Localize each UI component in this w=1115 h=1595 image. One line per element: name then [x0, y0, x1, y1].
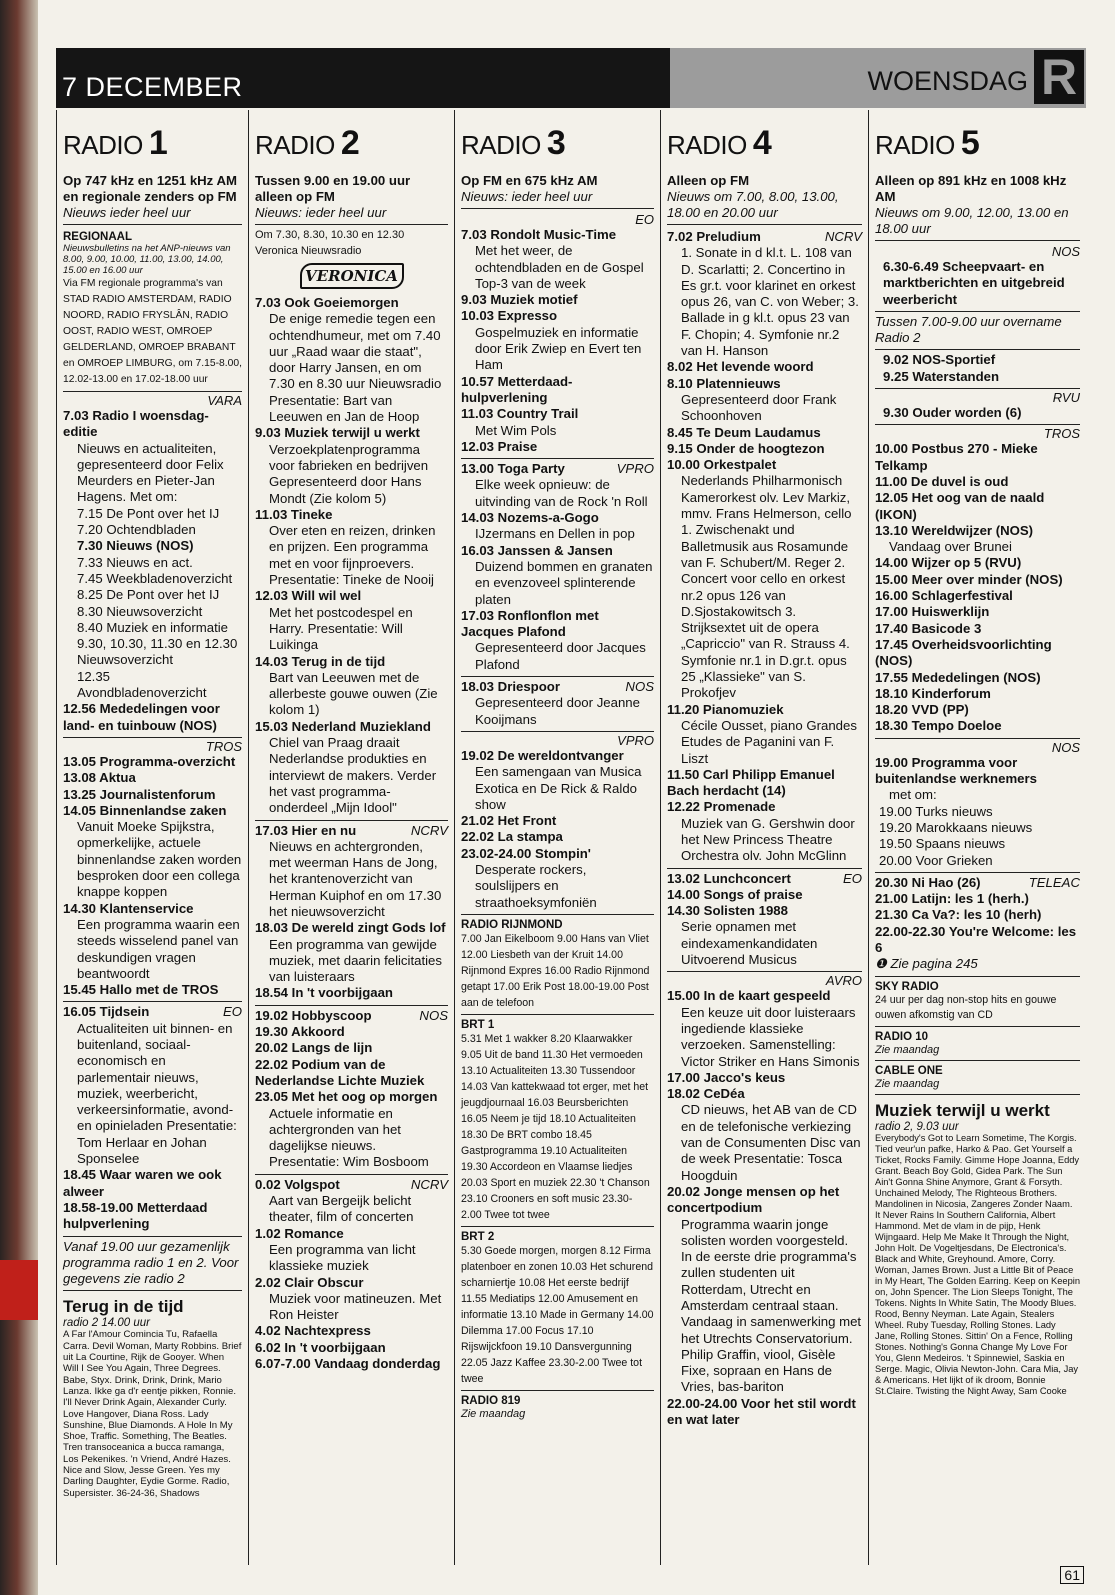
broadcaster-label: NOS — [1051, 244, 1080, 259]
program-entry: 18.03 Driespoor NOS Gepresenteerd door Jeanne Kooijmans — [461, 679, 654, 727]
station-schedule: 5.31 Met 1 wakker 8.20 Klaarwakker 9.05 Uit de band 11.30 Het vermoeden 13.10 Actualiteiten 13.30 Tussendoor 14.03 Van kattekwaad tot erger, met het jeugdjournaal 16.03 Beursberichten 16.05 Neem je tijd 18.10 Actualiteiten 18.30 De BRT combo 18.45 Gastprogramma 19.10 Actualiteiten 19.30 Accordeon en Vlaamse liedjes 20.03 Sport en muziek 22.30 't Chanson 23.10 Crooners en soft music 23.30- 2.00 Twee tot twee — [461, 1032, 650, 1221]
broadcaster-label: NOS — [1051, 739, 1080, 755]
news-info: Nieuws: ieder heel uur — [255, 205, 448, 225]
program-entry: 17.00 Jacco's keus — [667, 1069, 786, 1085]
date-label: 7 DECEMBER — [62, 72, 243, 102]
program-entry: 17.55 Mededelingen (NOS) — [875, 669, 1041, 685]
sub-item: 7.20 Ochtendbladen — [77, 522, 196, 538]
sub-item: 9.30, 10.30, 11.30 en 12.30 Nieuwsoverzicht — [77, 636, 238, 668]
station-heading: BRT 2 — [461, 1230, 495, 1243]
adjacent-page-edge — [0, 0, 38, 1595]
station-heading: RADIO 819 — [461, 1394, 521, 1407]
program-entry: 13.25 Journalistenforum — [63, 786, 216, 802]
program-entry: 23.05 Met het oog op morgen Actuele informatie en achtergronden van het dagelijkse nieuws. Presentatie: Wim Bosboom — [255, 1089, 438, 1170]
program-entry: 2.02 Clair Obscur Muziek voor matineuzen. Met Ron Heister — [255, 1274, 442, 1323]
sub-item: 19.50 Spaans nieuws — [879, 836, 1006, 852]
sub-item: 8.40 Muziek en informatie — [77, 619, 228, 635]
program-entry: 20.30 Ni Hao (26) TELEAC — [875, 874, 1080, 890]
broadcaster-label: VARA — [207, 393, 242, 408]
program-entry: 17.40 Basicode 3 — [875, 620, 982, 636]
program-entry: 11.20 Pianomuziek Cécile Ousset, piano Grandes Etudes de Paganini van F. Liszt — [667, 701, 857, 766]
column-title: RADIO 4 — [667, 124, 772, 162]
sub-item: 7.33 Nieuws en act. — [77, 554, 193, 570]
box-heading: Muziek terwijl u werkt — [875, 1100, 1050, 1120]
date-bar — [56, 48, 670, 108]
program-entry: 14.00 Songs of praise — [667, 886, 803, 902]
program-entry: 16.03 Janssen & Jansen Duizend bommen en granaten en evenzoveel splinterende platen — [461, 542, 653, 607]
program-entry: 19.30 Akkoord — [255, 1024, 345, 1040]
program-entry: 10.00 Orkestpalet Nederlands Philharmonisch Kamerorkest olv. Lev Markiz, mmv. Frans Helmerson, cello 1. Zwischenakt und Balletmusik aus Rosamunde van F. Schubert/M. Reger 2. Concert voor cello en orkest nr.2 opus 126 van D.Sjostakowitsch 3. Strijksextet uit de opera „Capriccio" van R. Strauss 4. Symfonie nr.1 in D.gr.t. opus 25 „Klassieke" van S. Prokofjev — [667, 457, 852, 701]
program-entry: 14.05 Binnenlandse zaken Vanuit Moeke Spijkstra, opmerkelijke, actuele binnenlandse zaken worden besproken door een collega knappe koppen — [63, 802, 242, 900]
program-entry: 18.30 Tempo Doeloe — [875, 718, 1002, 734]
broadcaster-label: TROS — [205, 738, 242, 754]
column-radio-2 — [248, 110, 454, 1565]
page-reference: ❶ Zie pagina 245 — [875, 956, 978, 972]
program-entry: 13.02 Lunchconcert EO — [667, 870, 862, 886]
program-entry: 18.02 CeDéa CD nieuws, het AB van de CD en de telefonische verkiezing van de Consumenten Disc van de week Presentatie: Tosca Hoogduin — [667, 1086, 861, 1183]
page-number: 61 — [1060, 1566, 1084, 1584]
program-entry: 13.05 Programma-overzicht — [63, 753, 236, 769]
box-subheading: radio 2 14.00 uur — [63, 1317, 150, 1330]
adjacent-page-red-strip — [0, 1260, 38, 1320]
box-heading: Terug in de tijd — [63, 1297, 184, 1317]
box-subheading: radio 2, 9.03 uur — [875, 1120, 959, 1133]
program-entry: 19.02 De wereldontvanger Een samengaan van Musica Exotica en De Rick & Raldo show — [461, 747, 642, 812]
note: Tussen 7.00-9.00 uur overname Radio 2 — [875, 313, 1062, 346]
program-entry: 10.00 Postbus 270 - Mieke Telkamp — [875, 441, 1038, 473]
note: Vanaf 19.00 uur gezamenlijk programma radio 1 en 2. Voor gegevens zie radio 2 — [63, 1238, 239, 1287]
program-entry: 6.07-7.00 Vandaag donderdag — [255, 1356, 441, 1371]
program-entry: 15.45 Hallo met de TROS — [63, 982, 219, 998]
program-entry: 10.57 Metterdaad-hulpverlening — [461, 373, 573, 405]
program-entry: 7.03 Radio I woensdag-editie Nieuws en actualiteiten, gepresenteerd door Felix Meurders en Pieter-Jan Hagens. Met om: — [63, 408, 224, 505]
station-schedule: Zie maandag — [875, 1043, 940, 1056]
program-entry: 12.03 Will wil wel Met het postcodespel en Harry. Presentatie: Will Luikinga — [255, 588, 413, 653]
sub-item: 8.25 De Pont over het IJ — [77, 587, 220, 603]
program-entry: 17.45 Overheidsvoorlichting (NOS) — [875, 636, 1052, 669]
program-entry: 8.10 Platennieuws Gepresenteerd door Frank Schoonhoven — [667, 375, 837, 424]
program-entry: 22.00-24.00 Voor het stil wordt en wat later — [667, 1395, 856, 1428]
program-entry: 21.30 Ca Va?: les 10 (herh) — [875, 907, 1042, 923]
program-entry: 19.02 Hobbyscoop NOS — [255, 1007, 448, 1023]
info-icon: ❶ — [875, 956, 891, 972]
broadcaster-label: VPRO — [617, 732, 654, 748]
day-bar — [670, 48, 1086, 108]
column-title: RADIO 1 — [63, 124, 168, 162]
program-entry: 20.02 Jonge mensen op het concertpodium Programma waarin jonge solisten worden voorgesteld. In de eerste drie programma's zullen studenten uit Rotterdam, Utrecht en Amsterdam centraal staan. Vandaag in samenwerking met het Utrechts Conservatorium. Philip Graffin, viool, Gisèle Fixe, sopraan en Hans de Vries, bas-bariton — [667, 1183, 862, 1395]
program-entry: 18.20 VVD (PP) — [875, 702, 969, 718]
station-schedule: 5.30 Goede morgen, morgen 8.12 Firma platenboer en zonen 10.03 Het schurend scharniertje 10.08 Het eerste bedrijf 11.55 Mediatips 12.00 Amusement en informatie 13.10 Made in Germany 14.00 Dilemma 17.00 Focus 17.10 Rijswijckfoon 19.10 Dansvergunning 22.05 Jazz Kaffee 23.30-2.00 Twee tot twee — [461, 1244, 654, 1385]
sub-item: 8.30 Nieuwsoverzicht — [77, 603, 203, 619]
broadcaster-label: EO — [635, 212, 654, 227]
program-entry: 13.08 Aktua — [63, 770, 136, 786]
regional-programs: Via FM regionale programma's van STAD RADIO AMSTERDAM, RADIO NOORD, RADIO FRYSLÂN, RADIO OOST, RADIO WEST, OMROEP GELDERLAND, OMROEP BRABANT en OMROEP LIMBURG, om 7.15-8.00, 12.02-13.00 en 17.02-18.00 uur — [63, 278, 242, 385]
program-entry: 22.00-22.30 You're Welcome: les 6 — [875, 923, 1077, 955]
program-entry: 9.30 Ouder worden (6) — [883, 405, 1022, 421]
frequency-info: Alleen op 891 kHz en 1008 kHz AM — [875, 173, 1067, 204]
sub-item: 19.20 Marokkaans nieuws — [879, 819, 1033, 835]
program-entry: 19.00 Programma voor buitenlandse werknemers met om: — [875, 754, 1037, 803]
program-entry: 13.10 Wereldwijzer (NOS) Vandaag over Brunei — [875, 522, 1034, 555]
program-entry: 21.02 Het Front — [461, 813, 557, 829]
broadcaster-label: AVRO — [825, 973, 862, 989]
program-entry: 9.25 Waterstanden — [883, 368, 1000, 384]
day-label: WOENSDAG — [867, 66, 1028, 96]
program-entry: 12.56 Mededelingen voor land- en tuinbouw (NOS) — [63, 701, 220, 733]
program-entry: 18.10 Kinderforum — [875, 685, 991, 701]
station-heading: RADIO RIJNMOND — [461, 918, 563, 931]
program-entry: 17.03 Hier en nu NCRV Nieuws en achtergronden, met weerman Hans de Jong, het krantenoverzicht van Herman Kuiphof en om 17.30 het nieuwsoverzicht — [255, 822, 448, 919]
column-radio-3 — [454, 110, 660, 1565]
program-entry: 23.02-24.00 Stompin' Desperate rockers, soulslijpers en straathoeksymfoniën — [461, 845, 597, 910]
veronica-logo: VERONICA — [300, 263, 404, 289]
program-entry: 14.30 Solisten 1988 Serie opnamen met eindexamenkandidaten Uitvoerend Musicus — [667, 903, 818, 968]
program-entry: 11.50 Carl Philipp Emanuel Bach herdacht (14) — [667, 766, 835, 799]
broadcaster-label: TROS — [1043, 426, 1080, 442]
program-entry: 16.05 Tijdsein EO Actualiteiten uit binnen- en buitenland, sociaal-economisch en parlementair nieuws, muziek, weerbericht, verkeersinformatie, avond- en opinieladen Presentatie: Tom Herlaar en Johan Sponselee — [63, 1004, 242, 1167]
program-entry: 13.00 Toga Party VPRO Elke week opnieuw: de uitvinding van de Rock 'n Roll — [461, 461, 654, 509]
column-radio-5 — [868, 110, 1086, 1565]
sub-item: 7.15 De Pont over het IJ — [77, 505, 220, 521]
program-entry: 14.03 Terug in de tijd Bart van Leeuwen met de allerbeste gouwe ouwen (Zie kolom 1) — [255, 653, 438, 718]
program-entry: 15.00 In de kaart gespeeld Een keuze uit door luisteraars ingediende klassieke verzoeken. Samenstelling: Victor Striker en Hans Simonis — [667, 988, 860, 1069]
station-schedule: Zie maandag — [875, 1077, 940, 1090]
sub-item: 12.35 Avondbladenoverzicht — [77, 668, 207, 701]
sub-item: 20.00 Voor Grieken — [879, 852, 993, 868]
program-entry: 8.45 Te Deum Laudamus — [667, 424, 821, 440]
frequency-info: Op 747 kHz en 1251 kHz AM en regionale zenders op FM — [63, 173, 237, 204]
program-entry: 7.03 Rondolt Music-Time Met het weer, de ochtendbladen en de Gospel Top-3 van de week — [461, 227, 644, 291]
frequency-info: Op FM en 675 kHz AM — [461, 173, 598, 188]
program-entry: 11.03 Country Trail Met Wim Pols — [461, 406, 579, 438]
program-entry: 9.02 NOS-Sportief — [883, 352, 996, 368]
program-entry: 21.00 Latijn: les 1 (herh.) — [875, 891, 1029, 907]
station-schedule: 7.00 Jan Eikelboom 9.00 Hans van Vliet 12.00 Liesbeth van der Kruit 14.00 Rijnmond Expres 16.00 Radio Rijnmond getapt 17.00 Erik Post 18.00-19.00 Post aan de telefoon — [461, 932, 650, 1009]
program-entry: 14.30 Klantenservice Een programma waarin een steeds wisselend panel van deskundigen vragen beantwoordt — [63, 900, 240, 981]
program-entry: 11.00 De duvel is oud — [875, 473, 1009, 489]
program-entry: 9.15 Onder de hoogtezon — [667, 440, 825, 456]
radio-columns — [56, 110, 1086, 1565]
page-header — [56, 48, 1086, 108]
program-entry: 7.02 Preludium NCRV 1. Sonate in d kl.t. L. 108 van D. Scarlatti; 2. Concertino in Es gr.t. voor klarinet en orkest opus 26, van C. von Weber; 3. Ballade in g kl.t. opus 23 van F. Chopin; 4. Symfonie nr.2 van H. Hanson — [667, 229, 862, 359]
column-title: RADIO 3 — [461, 124, 566, 162]
program-entry: 14.03 Nozems-a-Gogo IJzermans en Dellen in pop — [461, 510, 635, 542]
program-entry: 17.03 Ronflonflon met Jacques Plafond Gepresenteerd door Jacques Plafond — [461, 607, 646, 672]
program-entry: 9.03 Muziek motief — [461, 292, 578, 308]
program-entry: 7.03 Ook Goeiemorgen De enige remedie tegen een ochtendhumeur, met om 7.40 uur „Raad waar die staat", door Harry Jansen, en om 7.30 en 8.30 uur Nieuwsradio Presentatie: Bart van Leeuwen en Jan de Hoop — [255, 295, 442, 425]
station-heading: SKY RADIO — [875, 980, 939, 993]
station-heading: BRT 1 — [461, 1018, 495, 1031]
program-entry: 4.02 Nachtexpress — [255, 1323, 371, 1339]
frequency-info: Alleen op FM — [667, 173, 750, 188]
news-info: Nieuws ieder heel uur — [63, 205, 242, 225]
program-entry: 12.03 Praise — [461, 438, 538, 454]
station-schedule: 24 uur per dag non-stop hits en gouwe ouwen afkomstig van CD — [875, 993, 1057, 1021]
program-entry: 17.00 Huiswerklijn — [875, 604, 990, 620]
program-entry: 6.02 In 't voorbijgaan — [255, 1339, 386, 1355]
station-schedule: Zie maandag — [461, 1407, 526, 1420]
program-entry: 18.58-19.00 Metterdaad hulpverlening — [63, 1199, 208, 1232]
playlist-text: A Far l'Amour Comincia Tu, Rafaella Carra. Devil Woman, Marty Robbins. Brief uit La Courtine, Rijk de Gooyer. When Will I See You Again, Three Degrees. Babe, Styx. Drink, Drink, Drink, Mario Lanza. Ikke ga d'r eentje pikken, Ronnie. I'll Never Drink Again, Alexander Curly. Love Hangover, Diana Ross. Lady Sunshine, Blue Diamonds. A Hole In My Shoe, Traffic. Something, The Beatles. Tren transoceanica a bucca ramanga, Los Pekenikes. 'n Vriend, André Hazes. Nice and Slow, Jesse Green. Yes my Darling Daughter, Eydie Gorme. Radio, Supersister. 36-24-36, Shadows — [63, 1329, 242, 1499]
news-info: Nieuws om 9.00, 12.00, 13.00 en 18.00 uur — [875, 205, 1080, 241]
column-radio-4 — [660, 110, 868, 1565]
playlist-text: Everybody's Got to Learn Sometime, The Korgis. Tied veur'un pafke, Harko & Pao. Get Yourself a Ticket, Rocks Family. Gimme Hope Joanna, Eddy Grant. Beach Boy Gold, Gidea Park. The Sun Ain't Gonna Shine Anymore, Grant & Forsyth. Unchained Melody, The Righteous Brothers. Mandolinen in Nicosia, Zangeres Zonder Naam. It Never Rains In Southern California, Albert Hammond. Met de vlam in de pijp, Henk Wijngaard. Help Me Make It Through the Night, John Holt. De Vogeltjesdans, De Electronica's. Black and White, Greyhound. Amore, Corry. Woman, James Brown. Just a Little Bit of Peace in My Heart, The Golden Earring. Keep on Keepin on, John Spencer. The Lion Sleeps Tonight, The Tokens. Nights In White Satin, The Moody Blues. Rood, Benny Neyman. Late Again, Stealers Wheel. Ruby Tuesday, Rolling Stones. Lady Jane, Rolling Stones. Sittin' On a Fence, Rolling Stones. Nothing's Gonna Change My Love For You, Glenn Medeiros. 't Spinnewiel, Saskia en Serge. Magic, Olivia Newton-John. Cara Mia, Jay & Americans. Het lijkt of ik droom, Bonnie St.Claire. Twisting the Night Away, Sam Cooke — [875, 1132, 1080, 1396]
station-heading: CABLE ONE — [875, 1064, 943, 1077]
news-schedule: Om 7.30, 8.30, 10.30 en 12.30 Veronica Nieuwsradio — [255, 229, 405, 257]
program-entry: 10.03 Expresso Gospelmuziek en informatie door Erik Zwiep en Evert ten Ham — [461, 308, 642, 373]
frequency-info: Tussen 9.00 en 19.00 uur alleen op FM — [255, 173, 411, 204]
station-heading: RADIO 10 — [875, 1030, 929, 1043]
program-entry: 12.22 Promenade Muziek van G. Gershwin door het New Princess Theatre Orchestra olv. John McGlinn — [667, 799, 855, 864]
program-entry: 16.00 Schlagerfestival — [875, 588, 1013, 604]
program-entry: 11.03 Tineke Over eten en reizen, drinken en prijzen. Een programma met en voor fijnproevers. Presentatie: Tineke de Nooij — [255, 506, 436, 588]
regional-news: Nieuwsbulletins na het ANP-nieuws van 8.00, 9.00, 10.00, 11.00, 13.00, 14.00, 15.00 en 16.00 uur — [63, 243, 231, 276]
program-entry: 1.02 Romance Een programma van licht klassieke muziek — [255, 1225, 416, 1274]
program-entry: 15.03 Nederland Muziekland Chiel van Praag draait Nederlandse produkties en interviewt de makers. Verder het vast programma-onderdeel „Mijn Idool" — [255, 718, 437, 816]
program-entry: 8.02 Het levende woord — [667, 359, 814, 375]
broadcaster-label: RVU — [1052, 390, 1080, 406]
news-info: Nieuws: ieder heel uur — [461, 189, 654, 209]
column-radio-1 — [56, 110, 248, 1565]
tv-guide-page — [42, 44, 1088, 1584]
program-entry: 12.05 Het oog van de naald (IKON) — [875, 490, 1045, 522]
news-info: Nieuws om 7.00, 8.00, 13.00, 18.00 en 20.00 uur — [667, 189, 862, 225]
sub-item: 7.30 Nieuws (NOS) — [77, 538, 194, 554]
column-title: RADIO 5 — [875, 124, 980, 162]
program-entry: 18.54 In 't voorbijgaan — [255, 985, 393, 1001]
program-entry: 6.30-6.49 Scheepvaart- en marktberichten en uitgebreid weerbericht — [883, 259, 1065, 307]
program-entry: 9.03 Muziek terwijl u werkt Verzoekplatenprogramma voor fabrieken en bedrijven Gepresenteerd door Hans Mondt (Zie kolom 5) — [255, 425, 429, 506]
program-entry: 18.45 Waar waren we ook alweer — [63, 1167, 222, 1199]
program-entry: 18.03 De wereld zingt Gods lof Een programma van gewijde muziek, met daarin felicitaties van luisteraars — [255, 920, 446, 985]
column-title: RADIO 2 — [255, 124, 360, 162]
program-entry: 22.02 La stampa — [461, 829, 563, 845]
sub-item: 7.45 Weekbladenoverzicht — [77, 570, 233, 586]
program-entry: 22.02 Podium van de Nederlandse Lichte Muziek — [255, 1056, 425, 1088]
program-entry: 20.02 Langs de lijn — [255, 1040, 373, 1056]
section-heading: REGIONAAL — [63, 231, 132, 243]
program-entry: 0.02 Volgspot NCRV Aart van Bergeijk belicht theater, film of concerten — [255, 1176, 448, 1225]
sub-item: 19.00 Turks nieuws — [879, 803, 993, 819]
radio-section-logo: R — [1034, 50, 1084, 104]
program-entry: 15.00 Meer over minder (NOS) — [875, 571, 1063, 587]
program-entry: 14.00 Wijzer op 5 (RVU) — [875, 555, 1022, 571]
